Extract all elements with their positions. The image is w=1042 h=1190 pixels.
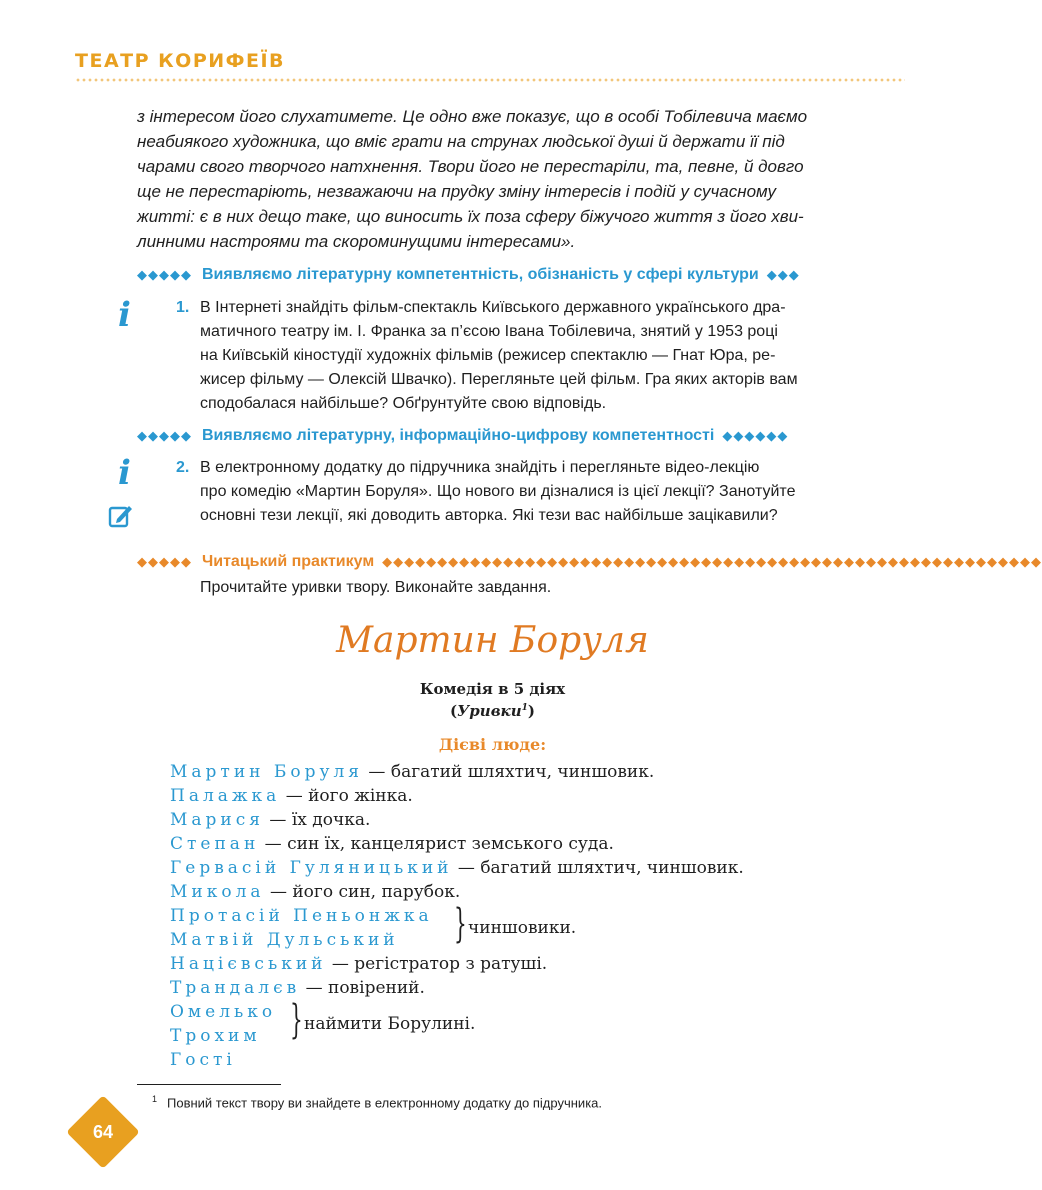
group-desc: чиншовики.: [468, 918, 577, 938]
heading-dots-lead: ◆◆◆◆◆: [137, 554, 192, 569]
cast-entry: Гервасій Гуляницький — багатий шляхтич, чиншовик.: [170, 858, 744, 878]
quote-line: житті: є в них дещо таке, що виносить їх поза сферу біжучого життя з його хви-: [137, 207, 804, 226]
info-icon: i: [118, 295, 131, 335]
play-genre: Комедія в 5 діях: [419, 680, 566, 698]
heading-dots-trail: ◆◆◆: [766, 267, 800, 282]
cast-entry: Марися — їх дочка.: [170, 810, 371, 830]
running-title: ТЕАТР КОРИФЕЇВ: [75, 50, 286, 72]
quote-paragraph: [137, 104, 855, 254]
quote-line: линними настроями та скороминущими інтересами».: [137, 232, 576, 251]
cast-entry: Націєвський — регістратор з ратуші.: [170, 954, 548, 974]
footnote-text: Повний текст твору ви знайдете в електронному додатку до підручника.: [167, 1095, 603, 1111]
section-heading-reading: [137, 550, 1042, 574]
task-line: про комедію «Мартин Боруля». Що нового ви дізналися із цієї лекції? Занотуйте: [200, 483, 796, 500]
task-2: [176, 456, 856, 528]
reading-instruction: Прочитайте уривки твору. Виконайте завдання.: [200, 579, 552, 596]
cast-entry: Степан — син їх, канцелярист земського суда.: [170, 834, 614, 854]
quote-line: з інтересом його слухатимете. Це одно вже показує, що в особі Тобілевича маємо: [137, 107, 808, 126]
task-number: 1.: [176, 299, 190, 316]
task-number: 2.: [176, 459, 190, 476]
cast-name: Гості: [170, 1050, 236, 1070]
cast-name: Омелько: [170, 1002, 277, 1022]
task-line: жисер фільму — Олексій Швачко). Перегляньте цей фільм. Гра яких акторів вам: [200, 371, 798, 388]
cast-entry: Палажка — його жінка.: [170, 786, 413, 806]
quote-line: чарами свого творчого натхнення. Твори його не перестаріли, та, певне, й довго: [137, 157, 804, 176]
group-desc: наймити Борулині.: [304, 1014, 476, 1034]
group-brace: }: [454, 901, 467, 947]
excerpts-note: (Уривки$^1$): [450, 702, 535, 720]
cast-group-1: [170, 904, 433, 952]
play-title: Мартин Боруля: [336, 620, 649, 661]
heading-dots-lead: ◆◆◆◆◆: [137, 428, 192, 443]
cast-list: [170, 760, 744, 904]
cast-name: Матвій Дульський: [170, 930, 399, 950]
cast-name: Протасій Пеньонжка: [170, 906, 433, 926]
task-line: матичного театру ім. І. Франка за п’єсою Івана Тобілевича, знятий у 1953 році: [200, 323, 778, 340]
heading-dots-trail: ◆◆◆◆◆◆: [722, 428, 789, 443]
cast-entry: Мартин Боруля — багатий шляхтич, чиншовик.: [170, 762, 655, 782]
task-line: В електронному додатку до підручника знайдіть і перегляньте відео-лекцію: [200, 459, 760, 476]
section-title: Читацький практикум: [202, 553, 375, 570]
quote-line: ще не перестаріють, незважаючи на прудку зміну інтересів і подій у сучасному: [137, 182, 777, 201]
task-1: [176, 296, 856, 416]
section-title: Виявляємо літературну компетентність, обізнаність у сфері культури: [202, 266, 759, 283]
task-line: сподобалася найбільше? Обґрунтуйте свою відповідь.: [200, 395, 607, 412]
cast-name: Трохим: [170, 1026, 261, 1046]
group-brace: }: [290, 997, 303, 1043]
footnote-mark: 1: [152, 1094, 158, 1104]
info-icon: i: [118, 453, 131, 493]
section-heading-digital: [137, 424, 853, 448]
task-line: на Київській кіностудії художніх фільмів (режисер спектаклю — Гнат Юра, ре-: [200, 347, 776, 364]
task-line: В Інтернеті знайдіть фільм-спектакль Київського державного українського дра-: [200, 299, 786, 316]
cast-entry: Трандалєв — повірений.: [170, 978, 425, 998]
quote-line: неабиякого художника, що вміє грати на струнах людської душі й держати її під: [137, 132, 785, 151]
page-number: 64: [92, 1121, 114, 1142]
cast-entry: Микола — його син, парубок.: [170, 882, 461, 902]
heading-dots-trail: ◆◆◆◆◆◆◆◆◆◆◆◆◆◆◆◆◆◆◆◆◆◆◆◆◆◆◆◆◆◆◆◆◆◆◆◆◆◆◆◆◆◆◆◆◆◆◆◆◆◆◆◆◆◆◆◆◆◆◆◆: [382, 554, 1042, 569]
footnote: [152, 1094, 602, 1110]
footnote-rule: [137, 1084, 281, 1085]
header-dotted-rule: [75, 78, 905, 82]
cast-group-2: [170, 1000, 276, 1072]
task-line: основні тези лекції, які доводить авторка. Які тези вас найбільше зацікавили?: [200, 507, 778, 524]
section-heading-culture: [137, 263, 853, 287]
cast-list-2: [170, 952, 547, 1000]
heading-dots-lead: ◆◆◆◆◆: [137, 267, 192, 282]
cast-heading: Дієві люде:: [438, 735, 547, 754]
section-title: Виявляємо літературну, інформаційно-цифрову компетентності: [202, 427, 715, 444]
excerpts-label: Уривки: [457, 702, 522, 720]
footnote-mark: 1: [521, 703, 528, 713]
edit-note-icon: [108, 503, 134, 529]
